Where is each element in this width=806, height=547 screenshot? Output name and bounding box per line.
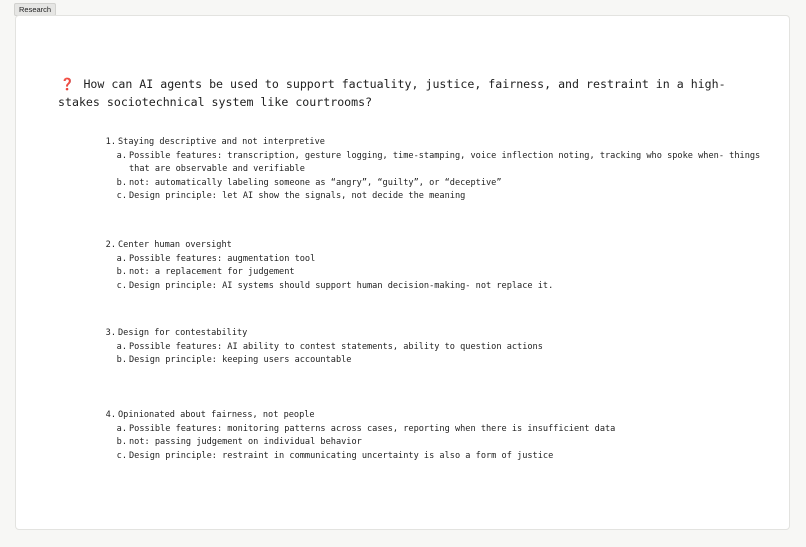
section-number: 4.	[105, 410, 116, 420]
section-number: 1.	[105, 137, 116, 147]
list-item	[111, 190, 762, 204]
section-2	[102, 239, 762, 293]
item-letter: b.	[116, 267, 127, 278]
question-mark-icon: ❓	[60, 77, 75, 91]
list-item	[111, 150, 762, 177]
section-1	[102, 136, 762, 204]
section-title: Opinionated about fairness, not people	[118, 410, 315, 420]
question-heading	[58, 75, 758, 111]
item-letter: a.	[116, 253, 127, 264]
item-text: Design principle: keeping users accountable	[129, 355, 352, 366]
section-4	[102, 409, 762, 463]
list-item	[111, 266, 762, 280]
item-letter: c.	[116, 280, 127, 291]
section-3	[102, 327, 762, 368]
question-text: How can AI agents be used to support factuality, justice, fairness, and restraint in a high-stakes sociotechnical system like courtrooms?	[58, 77, 726, 109]
item-letter: b.	[116, 437, 127, 448]
list-item	[111, 341, 762, 355]
item-letter: c.	[116, 191, 127, 202]
item-text: not: passing judgement on individual behavior	[129, 437, 362, 448]
list-item	[111, 450, 762, 464]
item-text: Design principle: let AI show the signals, not decide the meaning	[129, 191, 466, 202]
item-letter: a.	[116, 341, 127, 352]
item-letter: a.	[116, 423, 127, 434]
research-tag[interactable]: Research	[14, 3, 56, 16]
item-letter: b.	[116, 355, 127, 366]
item-text: not: a replacement for judgement	[129, 267, 295, 278]
item-letter: a.	[116, 150, 127, 161]
section-title: Center human oversight	[118, 240, 232, 250]
content-card	[15, 15, 790, 530]
list-item	[111, 436, 762, 450]
item-text: not: automatically labeling someone as “angry”, “guilty”, or “deceptive”	[129, 177, 502, 188]
item-text: Design principle: restraint in communicating uncertainty is also a form of justice	[129, 450, 554, 461]
item-text: Design principle: AI systems should support human decision-making- not replace it.	[129, 280, 554, 291]
item-text: Possible features: monitoring patterns across cases, reporting when there is insufficient data	[129, 423, 616, 434]
list-item	[111, 354, 762, 368]
item-text: Possible features: AI ability to contest statements, ability to question actions	[129, 341, 543, 352]
section-title: Staying descriptive and not interpretive	[118, 137, 325, 147]
item-letter: b.	[116, 177, 127, 188]
item-text: Possible features: augmentation tool	[129, 253, 316, 264]
list-item	[111, 423, 762, 437]
list-item	[111, 253, 762, 267]
section-number: 2.	[105, 240, 116, 250]
list-item	[111, 280, 762, 294]
section-title: Design for contestability	[118, 328, 248, 338]
item-text: Possible features: transcription, gesture logging, time-stamping, voice inflection noting, tracking who spoke when- things that are observable and verifiable	[129, 150, 761, 175]
section-number: 3.	[105, 328, 116, 338]
item-letter: c.	[116, 450, 127, 461]
list-item	[111, 177, 762, 191]
